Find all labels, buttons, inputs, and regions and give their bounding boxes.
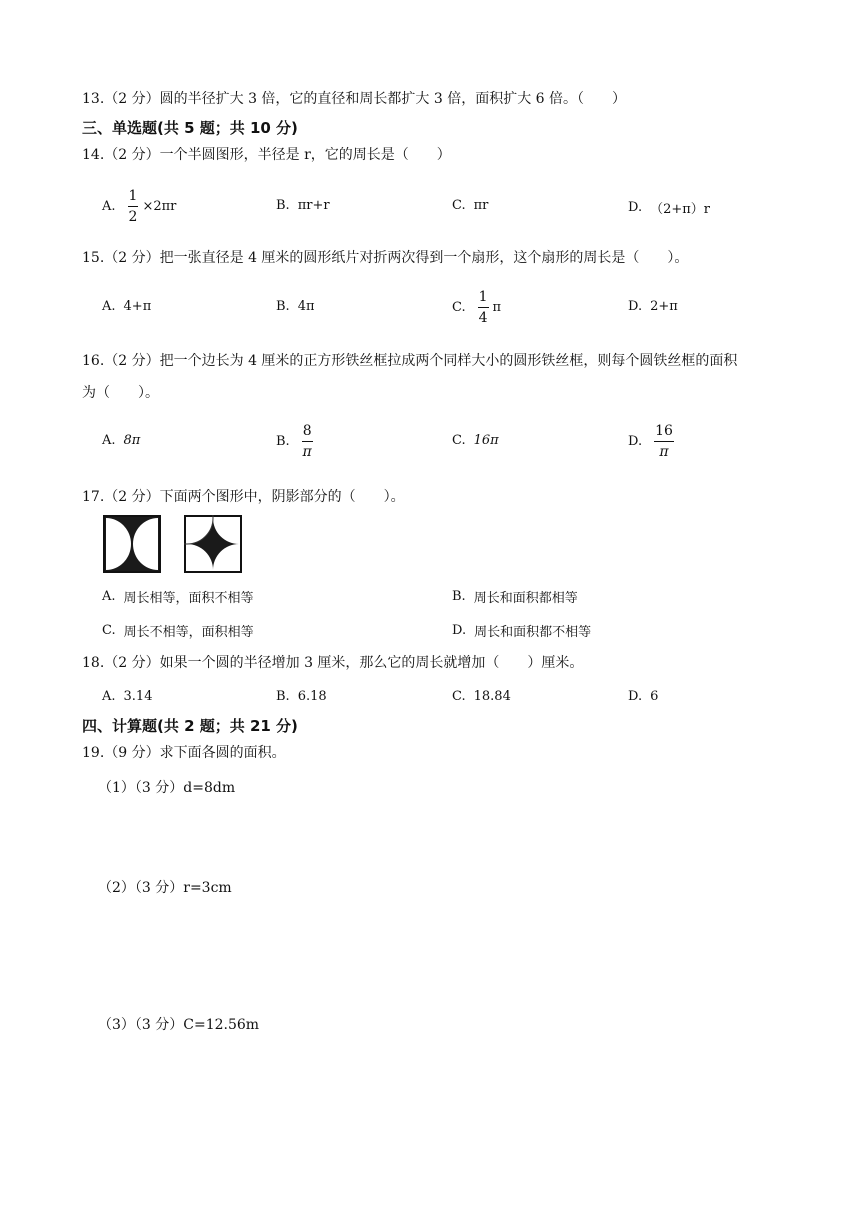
option-label: A. <box>102 299 116 314</box>
option-text: 6 <box>650 689 659 704</box>
q16-option-c[interactable] <box>452 433 499 448</box>
question-16-stem-line2: 为（ ）。 <box>82 385 159 401</box>
option-label: D. <box>628 200 643 215</box>
option-label: B. <box>276 434 290 449</box>
q15-option-a[interactable] <box>102 299 151 314</box>
figure-square-with-semicircles <box>103 515 161 573</box>
fraction <box>128 188 139 225</box>
fraction <box>654 423 674 460</box>
option-text: 周长和面积都不相等 <box>474 625 592 640</box>
option-label: D. <box>628 299 643 314</box>
option-label: A. <box>102 589 116 604</box>
fraction-numerator: 8 <box>302 423 313 442</box>
option-label: C. <box>452 198 466 213</box>
q16-option-d[interactable] <box>628 423 678 460</box>
option-text: （2+π）r <box>650 202 711 217</box>
q16-option-a[interactable] <box>102 433 140 448</box>
fraction-denominator: π <box>659 444 669 460</box>
option-label: D. <box>628 434 643 449</box>
question-17-stem: 17.（2 分）下面两个图形中，阴影部分的（ ）。 <box>82 489 405 505</box>
q14-option-b[interactable] <box>276 198 330 213</box>
option-label: A. <box>102 433 116 448</box>
option-text: 周长不相等，面积相等 <box>123 625 254 640</box>
question-19-stem: 19.（9 分）求下面各圆的面积。 <box>82 745 286 761</box>
option-text: 4π <box>297 299 315 314</box>
q15-option-c[interactable] <box>452 289 501 326</box>
option-text: πr+r <box>297 198 330 213</box>
q17-option-a[interactable] <box>102 587 254 606</box>
question-15-stem: 15.（2 分）把一张直径是 4 厘米的圆形纸片对折两次得到一个扇形，这个扇形的周长是（ ）。 <box>82 250 689 266</box>
option-label: C. <box>452 300 466 315</box>
fraction <box>302 423 313 460</box>
option-text: 18.84 <box>473 689 511 704</box>
question-18-stem: 18.（2 分）如果一个圆的半径增加 3 厘米，那么它的周长就增加（ ）厘米。 <box>82 655 584 671</box>
q17-option-d[interactable] <box>452 621 591 640</box>
option-text: 3.14 <box>123 689 153 704</box>
q17-option-c[interactable] <box>102 621 254 640</box>
fraction-numerator: 16 <box>654 423 674 442</box>
fraction-denominator: 4 <box>478 310 488 326</box>
question-13: 13.（2 分）圆的半径扩大 3 倍，它的直径和周长都扩大 3 倍，面积扩大 6 倍。（ ） <box>82 91 627 107</box>
option-text: 16π <box>473 433 499 448</box>
option-text: 6.18 <box>297 689 327 704</box>
q18-option-a[interactable] <box>102 689 152 704</box>
option-text: 8π <box>123 433 141 448</box>
option-label: C. <box>102 623 116 638</box>
q16-option-b[interactable] <box>276 423 317 460</box>
option-label: D. <box>628 689 643 704</box>
question-19-part-2: （2）（3 分）r=3cm <box>98 880 232 896</box>
q14-option-c[interactable] <box>452 198 488 213</box>
question-16-stem-line1: 16.（2 分）把一个边长为 4 厘米的正方形铁丝框拉成两个同样大小的圆形铁丝框，则每个圆铁丝框的面积 <box>82 353 738 369</box>
q18-option-c[interactable] <box>452 689 511 704</box>
option-label: C. <box>452 689 466 704</box>
q18-option-b[interactable] <box>276 689 327 704</box>
fraction-denominator: 2 <box>128 209 138 225</box>
figure-square-with-quarter-circles <box>184 515 242 573</box>
fraction-denominator: π <box>302 444 312 460</box>
option-text: π <box>492 300 502 315</box>
q17-option-b[interactable] <box>452 587 578 606</box>
option-label: A. <box>102 689 116 704</box>
q15-option-d[interactable] <box>628 299 678 314</box>
section-heading-calculation: 四、计算题(共 2 题；共 21 分) <box>82 717 298 735</box>
section-heading-single-choice: 三、单选题(共 5 题；共 10 分) <box>82 119 298 137</box>
option-label: D. <box>452 623 467 638</box>
q15-option-b[interactable] <box>276 299 315 314</box>
option-label: B. <box>276 299 290 314</box>
option-text: 周长和面积都相等 <box>473 591 578 606</box>
option-label: B. <box>276 689 290 704</box>
q14-option-a[interactable] <box>102 188 176 225</box>
option-label: A. <box>102 199 116 214</box>
option-text: ×2πr <box>142 199 177 214</box>
option-text: πr <box>473 198 489 213</box>
q14-option-d[interactable] <box>628 198 710 217</box>
question-19-part-3: （3）（3 分）C=12.56m <box>98 1017 260 1033</box>
fraction <box>478 289 489 326</box>
fraction-numerator: 1 <box>128 188 139 207</box>
option-label: B. <box>276 198 290 213</box>
option-label: B. <box>452 589 466 604</box>
option-text: 周长相等，面积不相等 <box>123 591 254 606</box>
question-19-part-1: （1）（3 分）d=8dm <box>98 780 236 796</box>
option-text: 2+π <box>650 299 678 314</box>
option-label: C. <box>452 433 466 448</box>
q18-option-d[interactable] <box>628 689 658 704</box>
question-14-stem: 14.（2 分）一个半圆图形，半径是 r，它的周长是（ ） <box>82 147 451 163</box>
option-text: 4+π <box>123 299 152 314</box>
fraction-numerator: 1 <box>478 289 489 308</box>
